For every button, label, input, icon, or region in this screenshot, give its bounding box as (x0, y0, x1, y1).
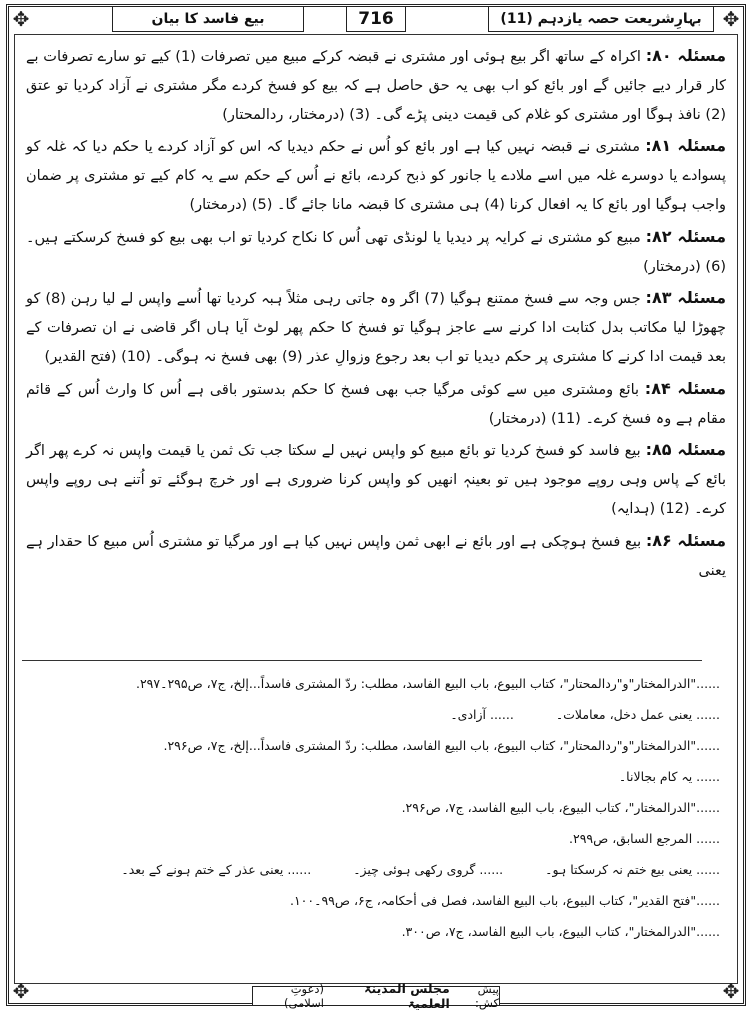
footnote: ...... المرجع السابق، ص۲۹۹. (569, 831, 720, 846)
masala-paragraph (22, 284, 730, 371)
footnote: ......"الدرالمختار"و"ردالمحتار"، کتاب البیوع، باب البیع الفاسد، مطلب: ردّ المشتری فاسداً...إلخ، ج۷، ص۲۹۵۔۲۹۷. (135, 676, 720, 691)
chapter-title: بیع فاسد کا بیان (112, 6, 304, 32)
book-title: بہارِشریعت حصہ یازدہم (11) (488, 6, 714, 32)
corner-ornament-icon: ✥ (12, 7, 30, 31)
corner-ornament-icon: ✥ (12, 979, 30, 1003)
footnote: ...... یعنی عمل دخل، معاملات۔ (555, 707, 720, 722)
footnotes (30, 668, 720, 947)
footnote: ...... گروی رکھی ہوئی چیز۔ (353, 862, 504, 877)
masala-text: بیع فاسد کو فسخ کردیا تو بائع مبیع کو واپس نہیں لے سکتا جب تک ثمن یا قیمت واپس نہ کرے پھر اگر بائع کے پاس وہی روپے موجود ہیں تو بعینہٖ انھیں کو واپس کرنا ضروری ہے اور خرچ ہوگئے تو اُتنے ہی روپے واپس کرے۔ (12) (ہدایہ) (26, 443, 726, 517)
masala-text: بیع فسخ ہوچکی ہے اور بائع نے ابھی ثمن واپس نہیں کیا ہے اور مرگیا تو مشتری اُس مبیع کا حقدار ہے یعنی (26, 533, 726, 579)
footnote: ......"الدرالمختار"، کتاب البیوع، باب البیع الفاسد، ج۷، ص۲۹۶. (401, 800, 720, 815)
footnote: ...... یعنی عذر کے ختم ہونے کے بعد۔ (121, 862, 312, 877)
footnote: ...... یعنی بیع ختم نہ کرسکتا ہو۔ (545, 862, 720, 877)
footnote-line (30, 916, 720, 947)
masala-paragraph (22, 42, 730, 129)
masala-text: جس وجہ سے فسخ ممتنع ہوگیا (7) اگر وہ جاتی رہی مثلاً ہبہ کردیا تھا اُسے واپس لے لیا رہن (8) کو چھوڑا لیا مکاتب بدل کتابت ادا کرنے سے عاجز ہوگیا تو فسخ کا حکم پھر لوٹ آیا ہاں اگر قاضی نے ان تصرفات کے بعد قیمت ادا کرنے کا مشتری پر حکم دیدیا تو اب بعد رجوع وزوالِ عذر (9) بھی فسخ نہ ہوگی۔ (10) (فتح القدیر) (26, 291, 726, 365)
footnote-line (30, 792, 720, 823)
masala-label: مسئلہ ۸۶: (645, 530, 726, 550)
masala-label: مسئلہ ۸۱: (645, 136, 727, 156)
footnote: ......"الدرالمختار"و"ردالمحتار"، کتاب البیوع، باب البیع الفاسد، مطلب: ردّ المشتری فاسداً...إلخ، ج۷، ص۲۹۶. (163, 738, 720, 753)
masala-paragraph (22, 527, 730, 586)
masala-paragraph (22, 223, 730, 282)
masala-text: بائع ومشتری میں سے کوئی مرگیا جب بھی فسخ کا حکم بدستور باقی ہے اُس کا وارث اُس کے قائم مقام ہے وہ فسخ کرے۔ (11) (درمختار) (26, 381, 726, 427)
masala-text: اکراہ کے ساتھ اگر بیع ہوئی اور مشتری نے قبضہ کرکے مبیع میں تصرفات (1) کیے تو سارے تصرفات بے کار قرار دیے جائیں گے اور بائع کو اب بھی یہ حق حاصل ہے کہ بیع کو فسخ کردے مگر مشتری نے آزاد کردیا تو عتق (2) نافذ ہوگا اور مشتری کو غلام کی قیمت دینی پڑے گی۔ (3) (درمختار، ردالمحتار) (26, 49, 726, 123)
footer-org: مجلس المدینۃ العلمیۃ (364, 981, 450, 1011)
masala-paragraph (22, 132, 730, 219)
footnote: ......"الدرالمختار"، کتاب البیوع، باب البیع الفاسد، ج۷، ص۳۰۰. (401, 924, 720, 939)
footnote-line (30, 761, 720, 792)
publisher-footer (252, 981, 500, 1011)
footnote: ...... آزادی۔ (450, 707, 514, 722)
footnote-separator (22, 660, 702, 661)
masala-label: مسئلہ ۸۲: (645, 226, 726, 246)
footer-prefix: پیش کش: (474, 982, 499, 1010)
footnote-line (30, 730, 720, 761)
footnote-line (30, 885, 720, 916)
masala-text: مشتری نے قبضہ نہیں کیا ہے اور بائع کو اُس نے حکم دیدیا کہ اس کو آزاد کردے یا حکم دیا کہ غلہ کو پسوادے یا دوسرے غلہ میں اسے ملادے یا جانور کو ذبح کردے، بائع نے اُس کے حکم سے یہ کام کیے تو مشتری پر ضمان واجب ہوگیا اور بائع کا یہ افعال کرنا (4) ہی مشتری کا قبضہ مانا جائے گا۔ (5) (درمختار) (26, 139, 726, 213)
footer-suffix: (دعوتِ اسلامی) (284, 982, 324, 1010)
footnote: ......"فتح القدیر"، کتاب البیوع، باب البیع الفاسد، فصل فی أحکامہ، ج۶، ص۹۹۔۱۰۰. (289, 893, 720, 908)
footnote: ...... یہ کام بجالانا۔ (618, 769, 720, 784)
corner-ornament-icon: ✥ (722, 979, 740, 1003)
masala-label: مسئلہ ۸۵: (645, 440, 726, 460)
masala-paragraph (22, 436, 730, 523)
footnote-line (30, 668, 720, 699)
footnote-line (30, 699, 720, 730)
page-number: 716 (346, 6, 406, 32)
footnote-line (30, 854, 720, 885)
corner-ornament-icon: ✥ (722, 7, 740, 31)
footnote-line (30, 823, 720, 854)
masala-label: مسئلہ ۸۴: (644, 378, 727, 398)
masala-text: مبیع کو مشتری نے کرایہ پر دیدیا یا لونڈی تھی اُس کا نکاح کردیا تو اب بھی بیع کو فسخ کرسکتے ہیں۔ (6) (درمختار) (26, 229, 726, 275)
masala-label: مسئلہ ۸۳: (645, 288, 726, 308)
main-text (22, 42, 730, 585)
masala-paragraph (22, 375, 730, 434)
masala-label: مسئلہ ۸۰: (645, 46, 727, 65)
